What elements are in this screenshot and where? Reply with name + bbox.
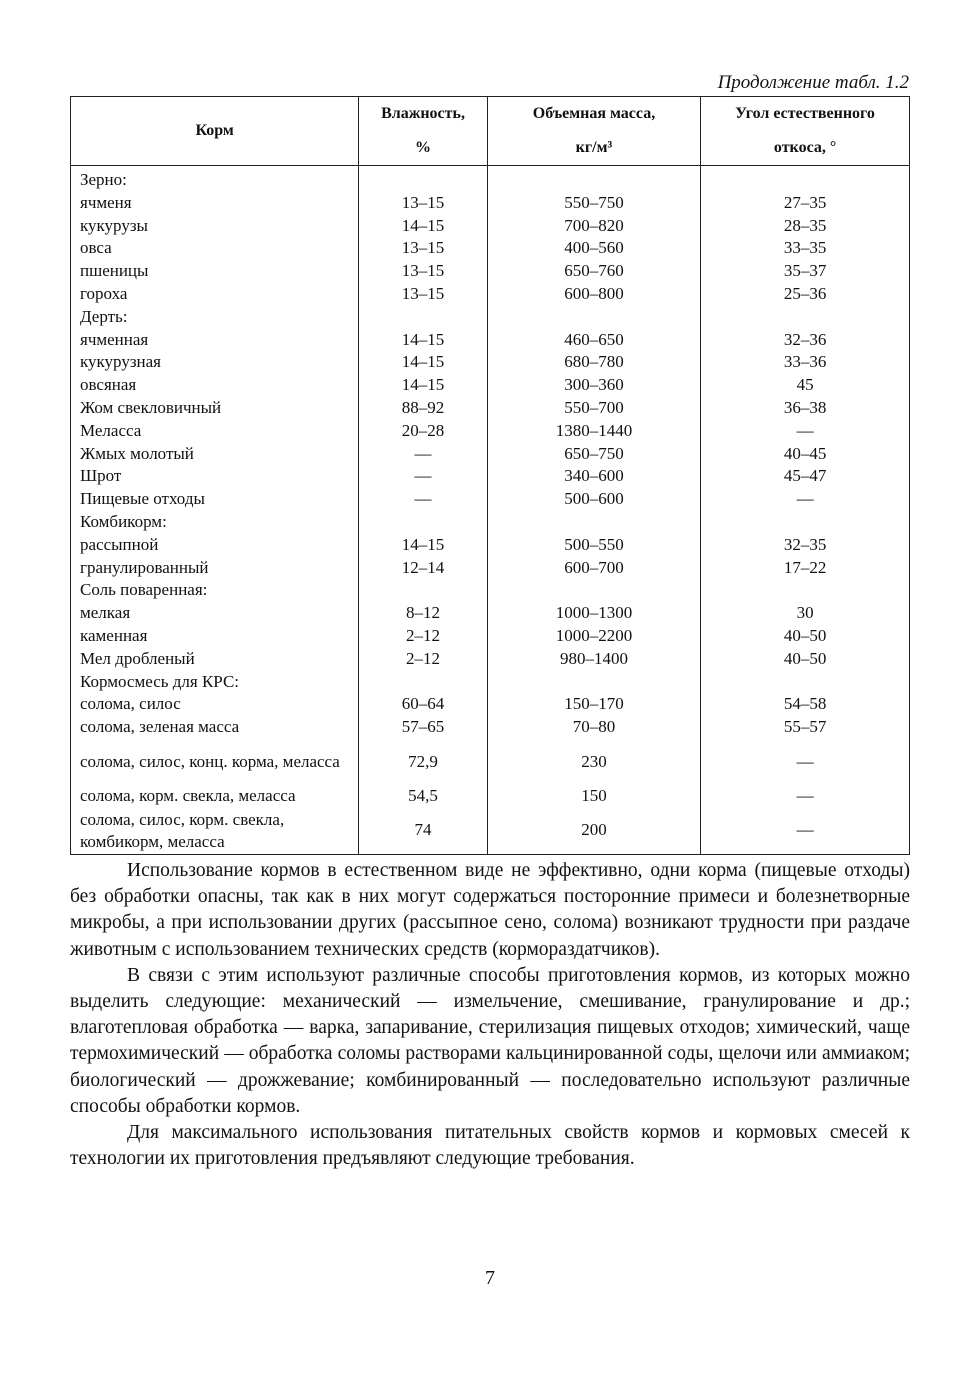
cell-feed: овсяная xyxy=(71,374,359,397)
cell-moisture xyxy=(359,671,488,694)
cell-bulk-density: 680–780 xyxy=(487,351,700,374)
cell-feed: гранулированный xyxy=(71,557,359,580)
cell-moisture: 2–12 xyxy=(359,648,488,671)
page-number: 7 xyxy=(485,1267,495,1289)
cell-feed: кукурузы xyxy=(71,215,359,238)
body-text xyxy=(70,858,910,1172)
table-row xyxy=(71,557,910,580)
cell-moisture: 13–15 xyxy=(359,237,488,260)
cell-bulk-density xyxy=(487,671,700,694)
cell-bulk-density: 150–170 xyxy=(487,693,700,716)
table-row xyxy=(71,534,910,557)
cell-bulk-density: 200 xyxy=(487,808,700,855)
cell-moisture: — xyxy=(359,488,488,511)
table-row xyxy=(71,511,910,534)
cell-feed: Жмых молотый xyxy=(71,443,359,466)
cell-moisture: 72,9 xyxy=(359,739,488,785)
cell-moisture xyxy=(359,166,488,192)
header-repose-angle: Угол естественного откоса, ° xyxy=(701,97,910,166)
cell-moisture xyxy=(359,511,488,534)
cell-moisture: 74 xyxy=(359,808,488,855)
cell-moisture: 14–15 xyxy=(359,534,488,557)
cell-bulk-density: 1000–2200 xyxy=(487,625,700,648)
cell-feed: Шрот xyxy=(71,465,359,488)
cell-bulk-density: 150 xyxy=(487,785,700,808)
cell-moisture: 2–12 xyxy=(359,625,488,648)
cell-bulk-density: 600–700 xyxy=(487,557,700,580)
cell-feed: Меласса xyxy=(71,420,359,443)
table-row xyxy=(71,374,910,397)
table-row xyxy=(71,488,910,511)
cell-bulk-density: 1000–1300 xyxy=(487,602,700,625)
cell-repose-angle: 36–38 xyxy=(701,397,910,420)
table-row xyxy=(71,420,910,443)
cell-moisture: 88–92 xyxy=(359,397,488,420)
cell-bulk-density: 700–820 xyxy=(487,215,700,238)
cell-repose-angle: 32–35 xyxy=(701,534,910,557)
cell-moisture: 60–64 xyxy=(359,693,488,716)
cell-bulk-density xyxy=(487,166,700,192)
table-row xyxy=(71,351,910,374)
table-row xyxy=(71,397,910,420)
table-row xyxy=(71,215,910,238)
paragraph: В связи с этим используют различные способы приготовления кормов, из которых можно выделить следующие: механический — измельчение, смешивание, гранулирование и др.; влаготепловая обработка — варка, запаривание, стерилизация пищевых отходов; химический, чаще термохимический — обработка соломы растворами кальцинированной соды, щелочи или аммиаком; биологический — дрожжевание; комбинированный — последовательно используют различные способы обработки кормов. xyxy=(70,964,910,1117)
cell-bulk-density: 650–760 xyxy=(487,260,700,283)
header-feed: Корм xyxy=(71,97,359,166)
cell-repose-angle: 25–36 xyxy=(701,283,910,306)
cell-feed: солома, силос, корм. свекла, комбикорм, меласса xyxy=(71,808,359,855)
cell-repose-angle: 27–35 xyxy=(701,192,910,215)
cell-repose-angle xyxy=(701,579,910,602)
cell-feed: каменная xyxy=(71,625,359,648)
cell-bulk-density: 500–600 xyxy=(487,488,700,511)
cell-moisture: 13–15 xyxy=(359,283,488,306)
cell-repose-angle: 54–58 xyxy=(701,693,910,716)
cell-bulk-density: 400–560 xyxy=(487,237,700,260)
table-row xyxy=(71,465,910,488)
cell-feed: гороха xyxy=(71,283,359,306)
paragraph: Использование кормов в естественном виде не эффективно, одни корма (пищевые отходы) без обработки опасны, так как в них могут содержаться посторонние примеси и болезнетворные микробы, а при использовании других (рассыпное сено, солома) возникают трудности при раздаче животным с использованием технических средств (кормораздатчиков). xyxy=(70,860,910,960)
cell-bulk-density: 300–360 xyxy=(487,374,700,397)
cell-repose-angle: 33–35 xyxy=(701,237,910,260)
cell-feed: Дерть: xyxy=(71,306,359,329)
cell-feed: Кормосмесь для КРС: xyxy=(71,671,359,694)
cell-bulk-density: 460–650 xyxy=(487,329,700,352)
table-row xyxy=(71,166,910,192)
table-row xyxy=(71,192,910,215)
cell-repose-angle: 32–36 xyxy=(701,329,910,352)
cell-moisture: 14–15 xyxy=(359,374,488,397)
cell-repose-angle xyxy=(701,166,910,192)
cell-bulk-density: 650–750 xyxy=(487,443,700,466)
cell-moisture: 20–28 xyxy=(359,420,488,443)
cell-moisture: — xyxy=(359,465,488,488)
cell-repose-angle: 40–45 xyxy=(701,443,910,466)
cell-feed: ячменя xyxy=(71,192,359,215)
cell-repose-angle: — xyxy=(701,420,910,443)
feed-properties-table xyxy=(70,96,910,855)
cell-feed: Соль поваренная: xyxy=(71,579,359,602)
table-row xyxy=(71,602,910,625)
table-row xyxy=(71,306,910,329)
cell-moisture: 13–15 xyxy=(359,260,488,283)
cell-repose-angle: — xyxy=(701,488,910,511)
paragraph: Для максимального использования питательных свойств кормов и кормовых смесей к технологии их приготовления предъявляют следующие требования. xyxy=(70,1122,910,1170)
table-header-row xyxy=(71,97,910,166)
header-moisture: Влажность, % xyxy=(359,97,488,166)
cell-feed: мелкая xyxy=(71,602,359,625)
cell-repose-angle: 30 xyxy=(701,602,910,625)
cell-bulk-density: 550–700 xyxy=(487,397,700,420)
cell-bulk-density: 340–600 xyxy=(487,465,700,488)
cell-repose-angle: 45–47 xyxy=(701,465,910,488)
cell-repose-angle: 28–35 xyxy=(701,215,910,238)
cell-repose-angle xyxy=(701,511,910,534)
cell-bulk-density: 70–80 xyxy=(487,716,700,739)
cell-moisture: 14–15 xyxy=(359,351,488,374)
cell-repose-angle: 33–36 xyxy=(701,351,910,374)
cell-feed: Комбикорм: xyxy=(71,511,359,534)
table-row xyxy=(71,237,910,260)
cell-moisture: 57–65 xyxy=(359,716,488,739)
table-continuation-caption: Продолжение табл. 1.2 xyxy=(717,72,909,93)
cell-feed: солома, силос, конц. корма, меласса xyxy=(71,739,359,785)
cell-repose-angle: — xyxy=(701,785,910,808)
cell-moisture xyxy=(359,579,488,602)
cell-moisture: — xyxy=(359,443,488,466)
cell-feed: овса xyxy=(71,237,359,260)
cell-bulk-density: 600–800 xyxy=(487,283,700,306)
table-row xyxy=(71,329,910,352)
cell-bulk-density: 550–750 xyxy=(487,192,700,215)
table-row xyxy=(71,808,910,855)
cell-feed: ячменная xyxy=(71,329,359,352)
table-row xyxy=(71,625,910,648)
cell-repose-angle xyxy=(701,671,910,694)
cell-feed: кукурузная xyxy=(71,351,359,374)
cell-feed: Мел дробленый xyxy=(71,648,359,671)
cell-repose-angle: 55–57 xyxy=(701,716,910,739)
cell-repose-angle: — xyxy=(701,808,910,855)
cell-feed: Пищевые отходы xyxy=(71,488,359,511)
table-row xyxy=(71,739,910,785)
cell-repose-angle: 40–50 xyxy=(701,625,910,648)
table-row xyxy=(71,579,910,602)
cell-bulk-density xyxy=(487,579,700,602)
cell-bulk-density: 1380–1440 xyxy=(487,420,700,443)
cell-moisture: 14–15 xyxy=(359,329,488,352)
cell-moisture: 54,5 xyxy=(359,785,488,808)
cell-feed: пшеницы xyxy=(71,260,359,283)
cell-bulk-density: 980–1400 xyxy=(487,648,700,671)
cell-repose-angle: 45 xyxy=(701,374,910,397)
table-body xyxy=(71,166,910,855)
cell-feed: солома, зеленая масса xyxy=(71,716,359,739)
cell-feed: Жом свекловичный xyxy=(71,397,359,420)
table-row xyxy=(71,693,910,716)
table-row xyxy=(71,260,910,283)
table-row xyxy=(71,716,910,739)
cell-bulk-density xyxy=(487,511,700,534)
table-row xyxy=(71,785,910,808)
cell-moisture: 13–15 xyxy=(359,192,488,215)
cell-moisture: 14–15 xyxy=(359,215,488,238)
header-bulk-density: Объемная масса, кг/м³ xyxy=(487,97,700,166)
cell-feed: солома, корм. свекла, меласса xyxy=(71,785,359,808)
table-row xyxy=(71,671,910,694)
cell-repose-angle xyxy=(701,306,910,329)
table-row xyxy=(71,283,910,306)
cell-repose-angle: 35–37 xyxy=(701,260,910,283)
cell-bulk-density: 230 xyxy=(487,739,700,785)
cell-repose-angle: 40–50 xyxy=(701,648,910,671)
cell-moisture: 8–12 xyxy=(359,602,488,625)
table-row xyxy=(71,648,910,671)
cell-bulk-density xyxy=(487,306,700,329)
cell-feed: солома, силос xyxy=(71,693,359,716)
cell-repose-angle: 17–22 xyxy=(701,557,910,580)
cell-feed: рассыпной xyxy=(71,534,359,557)
cell-bulk-density: 500–550 xyxy=(487,534,700,557)
cell-moisture: 12–14 xyxy=(359,557,488,580)
cell-moisture xyxy=(359,306,488,329)
table-row xyxy=(71,443,910,466)
cell-repose-angle: — xyxy=(701,739,910,785)
cell-feed: Зерно: xyxy=(71,166,359,192)
